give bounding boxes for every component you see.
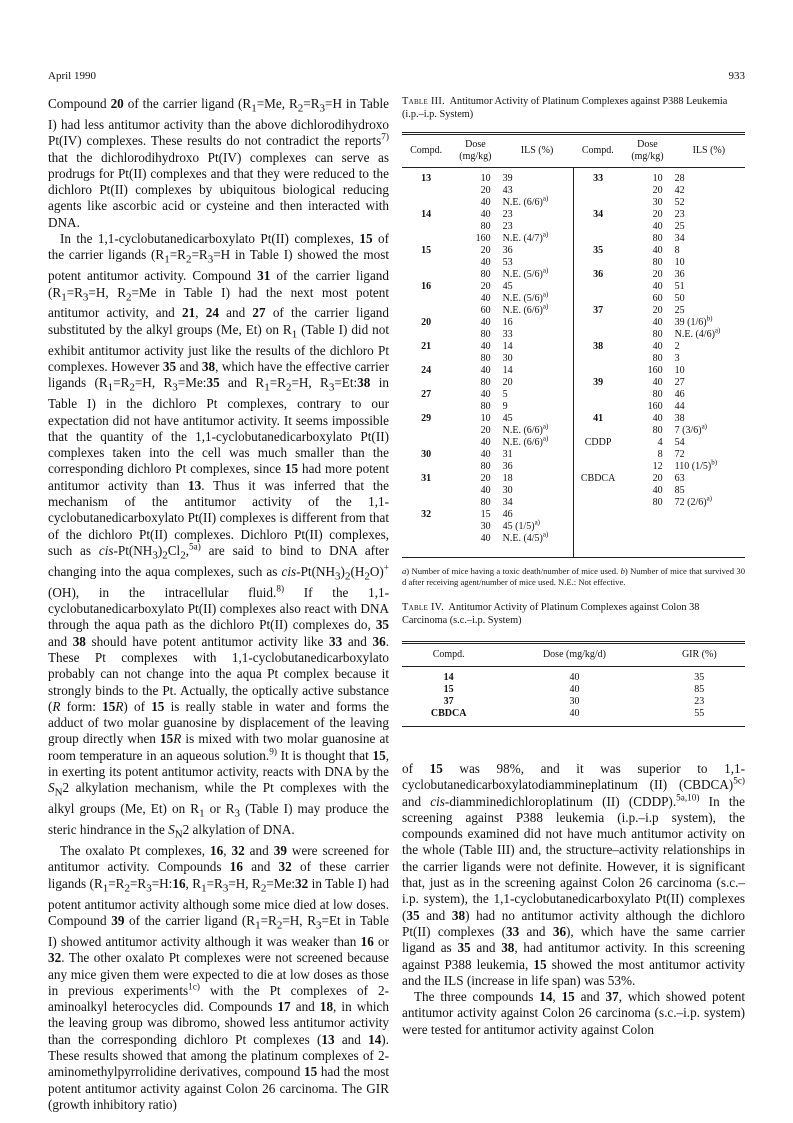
table4-label: Table IV.	[402, 602, 444, 613]
ils-cell: 50	[674, 293, 685, 304]
table3-header-compd: Compd.	[573, 134, 622, 168]
dose-cell: 10	[652, 173, 663, 184]
dose-cell: 20	[652, 269, 663, 280]
dose-cell: 20	[652, 209, 663, 220]
compd-cell: 21	[421, 341, 432, 352]
table-row	[402, 708, 745, 727]
dose-cell: 40	[480, 437, 491, 448]
table-row	[402, 221, 745, 233]
compd-cell	[573, 185, 622, 197]
dose-cell: 40	[652, 221, 663, 232]
ils-cell: N.E. $(6/6)^{a)}$	[502, 194, 549, 208]
table4-caption	[402, 602, 745, 627]
table3-title: Antitumor Activity of Platinum Complexes against P388 Leukemia (i.p.–i.p. System)	[402, 96, 728, 120]
dose-cell: 10	[480, 173, 491, 184]
table-row	[402, 293, 745, 305]
ils-cell: 14	[502, 341, 513, 352]
table4	[402, 641, 745, 727]
dose-cell: 20	[652, 305, 663, 316]
ils-cell: 2	[674, 341, 680, 352]
compd-cell	[402, 269, 450, 281]
compd-cell	[573, 293, 622, 305]
dose-cell: 40	[495, 708, 653, 727]
dose-cell	[622, 509, 672, 521]
compd-cell	[402, 257, 450, 269]
table3-body	[402, 168, 745, 558]
compd-cell: 32	[421, 509, 432, 520]
dose-cell: 30	[569, 696, 580, 707]
dose-cell: 80	[480, 401, 491, 412]
compd-cell: 16	[421, 281, 432, 292]
gir-cell: 23	[694, 696, 705, 707]
table-row	[402, 437, 745, 449]
dose-cell: 40	[450, 533, 500, 558]
dose-cell: 160	[475, 233, 491, 244]
dose-cell: 40	[652, 245, 663, 256]
dose-cell: 40	[652, 317, 663, 328]
ils-cell: 10	[674, 365, 685, 376]
left-column-text	[48, 96, 389, 1113]
dose-cell: 80	[652, 497, 663, 508]
ils-cell: 25	[674, 221, 685, 232]
table4-header-gir: GIR (%)	[654, 643, 745, 667]
dose-cell: 4	[657, 437, 663, 448]
table4-title: Antitumor Activity of Platinum Complexes against Colon 38 Carcinoma (s.c.–i.p. System)	[402, 602, 700, 626]
table3-header-dose: Dose (mg/kg)	[622, 134, 672, 168]
ils-cell: N.E. $(6/6)^{a)}$	[502, 302, 549, 316]
compd-cell	[402, 233, 450, 245]
ils-cell: 53	[502, 257, 513, 268]
dose-cell: 40	[652, 281, 663, 292]
ils-cell: 38	[674, 413, 685, 424]
dose-cell: 80	[480, 221, 491, 232]
ils-cell	[673, 533, 745, 558]
ils-cell: 54	[674, 437, 685, 448]
compd-cell: 33	[573, 168, 622, 186]
paragraph: In the 1,1-cyclobutanedicarboxylato Pt(II) complexes, 15 of the carrier ligands ($R_1=R_2=R_3=H$ in Table I) showed the most potent antitumor activity. Compound 31 of the carrier ligand ($R_1=R_3=H$, $R_2=Me$ in Table I) had the next most potent antitumor activity, and 21, 24 and 27 of the carrier ligand substituted by the alkyl groups (Me, Et) on $R_1$ (Table I) did not exhibit antitumor activity just like the results of the dichloro Pt complexes. However 35 and 38, which have the effective carrier ligands ($R_1=R_2=H$, $R_3=Me:35$ and $R_1=R_2=H$, $R_3=Et:38$ in Table I) in the dichloro Pt complexes, contrary to our expectation did not have antitumor activity. It seems impossible that the quantity of the 1,1-cyclobutanedicarboxylato Pt(II) complexes taken into the cell was much smaller than the corresponding dichloro Pt complexes, since 15 had more potent antitumor activity than 13. Thus it was inferred that the mechanism of the antitumor activity of the 1,1-cyclobutanedicarboxylato Pt(II) complexes is different from that of the dichloro Pt(II) complexes. Dichloro Pt(II) complexes, such as cis-$Pt(NH_3)_2Cl_2,^{5a)}$ are said to bind to DNA after changing into the aqua complexes, such as cis-$Pt(NH_3)_2(H_2O)^+(OH)$, in the intracellular fluid.$^{8)}$ If the 1,1-cyclobutanedicarboxylato Pt(II) complexes also react with DNA through the aqua path as the dichloro Pt(II) complexes do, 35 and 38 should have potent antitumor activity like 33 and 36. These Pt complexes with 1,1-cyclobutanedicarboxylato probably can not change into the aqua Pt complex because it strongly binds to the Pt. Actually, the optically active substance (R form: 15R) of 15 is really stable in water and forms the adduct of two molar guanosine by displacement of the leaving group directly when 15R is mixed with two molar guanosine at room temperature in an aqueous solution.$^{9)}$ It is thought that 15, in exerting its potent antitumor activity, reacts with DNA by the $S_N2$ alkylation mechanism, while the Pt complexes with the alkyl groups (Me, Et) on $R_1$ or $R_3$ (Table I) may produce the steric hindrance in the $S_N2$ alkylation of DNA.	[48, 231, 390, 841]
compd-cell: 36	[573, 269, 622, 281]
ils-cell: 16	[502, 317, 513, 328]
table-row	[402, 497, 745, 509]
dose-cell: 60	[480, 305, 491, 316]
dose-cell: 80	[652, 257, 663, 268]
ils-cell: 28	[674, 173, 685, 184]
table-row	[402, 365, 745, 377]
dose-cell: 160	[647, 365, 663, 376]
compd-cell: 31	[421, 473, 432, 484]
dose-cell	[622, 533, 672, 558]
dose-cell: 40	[652, 485, 663, 496]
gir-cell: 35	[694, 672, 705, 683]
dose-cell: 80	[480, 329, 491, 340]
table3-header-ils: ILS (%)	[673, 134, 745, 168]
ils-cell: 18	[502, 473, 513, 484]
ils-cell: 5	[502, 389, 508, 400]
dose-cell: 80	[480, 269, 491, 280]
compd-cell	[573, 461, 622, 473]
compd-cell	[402, 485, 450, 497]
compd-cell	[573, 365, 622, 377]
table-row	[402, 233, 745, 245]
compd-cell: 37	[573, 305, 622, 317]
compd-cell: 35	[573, 245, 622, 257]
ils-cell: 36	[502, 461, 513, 472]
compd-cell	[402, 497, 450, 509]
dose-cell: 40	[480, 485, 491, 496]
table-row	[402, 209, 745, 221]
table-row	[402, 449, 745, 461]
ils-cell: 27	[674, 377, 685, 388]
compd-cell	[402, 437, 450, 449]
compd-cell: 38	[573, 341, 622, 353]
compd-cell	[573, 401, 622, 413]
ils-cell: 10	[674, 257, 685, 268]
compd-cell	[573, 221, 622, 233]
compd-cell	[573, 281, 622, 293]
ils-cell: 42	[674, 185, 685, 196]
ils-cell: N.E. $(4/5)^{a)}$	[501, 533, 574, 558]
table3-footnote: a) Number of mice having a toxic death/number of mice used. b) Number of mice that survived 30 d after receiving agent/number of mice used. N.E.: Not effective.	[402, 566, 745, 587]
dose-cell: 40	[480, 197, 491, 208]
compd-cell: 14	[421, 209, 432, 220]
dose-cell: 80	[652, 425, 663, 436]
compd-cell: 27	[421, 389, 432, 400]
ils-cell: 110 $(1/5)^{b)}$	[674, 458, 718, 472]
compd-cell	[402, 293, 450, 305]
compd-cell	[402, 353, 450, 365]
table3-header-dose: Dose (mg/kg)	[450, 134, 500, 168]
table-row	[402, 461, 745, 473]
ils-cell: 85	[674, 485, 685, 496]
ils-cell: N.E. $(5/6)^{a)}$	[502, 290, 549, 304]
dose-cell: 80	[480, 497, 491, 508]
dose-cell: 40	[569, 672, 580, 683]
compd-cell	[573, 533, 622, 558]
ils-cell: 51	[674, 281, 685, 292]
compd-cell: 14	[443, 672, 454, 683]
dose-cell: 20	[480, 473, 491, 484]
compd-cell: 24	[421, 365, 432, 376]
dose-cell: 40	[480, 209, 491, 220]
dose-cell: 80	[652, 353, 663, 364]
compd-cell: 13	[421, 173, 432, 184]
ils-cell: 23	[674, 209, 685, 220]
table3-label: Table III.	[402, 96, 446, 107]
ils-cell: 45	[502, 413, 513, 424]
dose-cell: 40	[652, 341, 663, 352]
dose-cell: 40	[480, 365, 491, 376]
table-row	[402, 684, 745, 696]
ils-cell: 46	[674, 389, 685, 400]
dose-cell: 10	[480, 413, 491, 424]
ils-cell	[673, 509, 745, 521]
ils-cell: 39 $(1/6)^{b)}$	[674, 314, 713, 328]
table-row	[402, 413, 745, 425]
ils-cell: 31	[502, 449, 513, 460]
ils-cell: 30	[502, 485, 513, 496]
ils-cell: N.E. $(5/6)^{a)}$	[502, 266, 549, 280]
compd-cell	[573, 389, 622, 401]
table3-header-ils: ILS (%)	[501, 134, 574, 168]
compd-cell	[573, 353, 622, 365]
dose-cell: 80	[480, 353, 491, 364]
table-row	[402, 257, 745, 269]
ils-cell: N.E. $(6/6)^{a)}$	[502, 422, 549, 436]
ils-cell: 46	[502, 509, 513, 520]
compd-cell: CBDCA	[402, 708, 495, 727]
paragraph: The three compounds 14, 15 and 37, which showed potent antitumor activity against Colon 26 carcinoma (s.c.–i.p. system) were tested for antitumor activity against Colon	[402, 989, 746, 1037]
ils-cell: 45	[502, 281, 513, 292]
dose-cell: 80	[480, 461, 491, 472]
dose-cell: 160	[647, 401, 663, 412]
dose-cell: 8	[657, 449, 663, 460]
dose-cell: 80	[652, 329, 663, 340]
compd-cell: 41	[573, 413, 622, 425]
compd-cell	[573, 509, 622, 521]
dose-cell: 40	[480, 389, 491, 400]
dose-cell	[622, 521, 672, 533]
table-row	[402, 521, 745, 533]
compd-cell	[402, 329, 450, 341]
table-row	[402, 425, 745, 437]
compd-cell	[402, 521, 450, 533]
ils-cell: 52	[674, 197, 685, 208]
compd-cell: 20	[421, 317, 432, 328]
ils-cell: 23	[502, 209, 513, 220]
ils-cell: 63	[674, 473, 685, 484]
ils-cell: 33	[502, 329, 513, 340]
ils-cell: 7 $(3/6)^{a)}$	[674, 422, 708, 436]
compd-cell	[573, 425, 622, 437]
compd-cell: CBDCA	[573, 473, 622, 485]
gir-cell: 55	[654, 708, 745, 727]
compd-cell	[573, 317, 622, 329]
table-row	[402, 485, 745, 497]
dose-cell: 40	[480, 293, 491, 304]
gir-cell: 85	[694, 684, 705, 695]
ils-cell: 30	[502, 353, 513, 364]
ils-cell: 36	[674, 269, 685, 280]
ils-cell: 20	[502, 377, 513, 388]
compd-cell	[573, 257, 622, 269]
compd-cell: 37	[443, 696, 454, 707]
compd-cell	[402, 377, 450, 389]
compd-cell	[402, 305, 450, 317]
dose-cell: 12	[652, 461, 663, 472]
compd-cell	[402, 461, 450, 473]
dose-cell: 60	[652, 293, 663, 304]
compd-cell	[402, 401, 450, 413]
paragraph: The oxalato Pt complexes, 16, 32 and 39 were screened for antitumor activity. Compounds 16 and 32 of these carrier ligands ($R_1=R_2=R_3=H:16$, $R_1=R_3=H$, $R_2=Me:32$ in Table I) had potent antitumor activity although some mice died at low doses. Compound 39 of the carrier ligand ($R_1=R_2=H$, $R_3=Et$ in Table I) showed antitumor activity although it was weaker than 16 or 32. The other oxalato Pt complexes were not screened because any mice given them were expected to die at low doses as those in previous experiments$^{1c)}$ with the Pt complexes of 2-aminoalkyl heterocycles did. Compounds 17 and 18, in which the leaving group was dibromo, showed less antitumor activity than the corresponding dichloro Pt complexes (13 and 14). These results showed that among the platinum complexes of 2-aminomethylpyrrolidine derivatives, compound 15 had the most potent antitumor activity against Colon 26 carcinoma. The GIR (growth inhibitory ratio)	[48, 843, 390, 1112]
table-row	[402, 341, 745, 353]
table-row	[402, 401, 745, 413]
dose-cell: 40	[480, 317, 491, 328]
compd-cell	[402, 533, 450, 558]
compd-cell	[573, 233, 622, 245]
ils-cell: N.E. $(4/6)^{a)}$	[674, 326, 721, 340]
table3-caption	[402, 96, 745, 121]
table-row	[402, 509, 745, 521]
compd-cell	[573, 485, 622, 497]
compd-cell	[573, 497, 622, 509]
dose-cell: 80	[652, 389, 663, 400]
compd-cell: 15	[443, 684, 454, 695]
ils-cell: 72 $(2/6)^{a)}$	[674, 494, 713, 508]
ils-cell: N.E. $(6/6)^{a)}$	[502, 434, 549, 448]
ils-cell: 9	[502, 401, 508, 412]
dose-cell: 20	[480, 245, 491, 256]
compd-cell	[573, 197, 622, 209]
compd-cell	[402, 425, 450, 437]
table-row	[402, 245, 745, 257]
table4-body	[402, 667, 745, 727]
dose-cell: 15	[480, 509, 491, 520]
right-column-text	[402, 761, 745, 1038]
compd-cell: 15	[421, 245, 432, 256]
compd-cell	[402, 221, 450, 233]
compd-cell: 39	[573, 377, 622, 389]
ils-cell: 39	[502, 173, 513, 184]
table-row	[402, 305, 745, 317]
ils-cell: 34	[674, 233, 685, 244]
compd-cell: 34	[573, 209, 622, 221]
compd-cell: 29	[421, 413, 432, 424]
dose-cell: 40	[569, 684, 580, 695]
table-row	[402, 168, 745, 186]
table3-header-compd: Compd.	[402, 134, 450, 168]
running-header-date: April 1990	[48, 70, 96, 82]
table-row	[402, 197, 745, 209]
compd-cell	[402, 185, 450, 197]
dose-cell: 40	[480, 449, 491, 460]
dose-cell: 20	[480, 425, 491, 436]
dose-cell: 20	[480, 281, 491, 292]
compd-cell	[402, 197, 450, 209]
paragraph: Compound 20 of the carrier ligand ($R_1=Me$, $R_2=R_3=H$ in Table I) had less antitumor activity than the above dichlorodihydroxo Pt(IV) complexes. These results do not contradict the reports$^{7)}$ that the dichlorodihydroxo Pt(IV) complexes can serve as prodrugs for Pt(II) complexes and that they were reduced to the dichloro Pt(II) complexes by ubiquitous biological reducing agents like ascorbic acid or cysteine and then interacted with DNA.	[48, 96, 390, 230]
dose-cell: 30	[480, 521, 491, 532]
paragraph: of 15 was 98%, and it was superior to 1,1-cyclobutanedicarboxylatodiammineplatinum (II) (CBDCA)$^{5c)}$ and cis-diamminedichloroplatinum (II) (CDDP).$^{5a,10)}$ In the screening against P388 leukemia (i.p.–i.p system), the compounds examined did not have much antitumor activity on the whole (Table III) and, the structure–activity relationships in the carrier ligands were not definite. However, it is significant that, just as in the screening against Colon 26 carcinoma (s.c.–i.p. system), the 1,1-cyclobutanedicarboxylato Pt(II) complexes (35 and 38) had no antitumor activity although the dichloro Pt(II) complexes (33 and 36), which have the same carrier ligand as 35 and 38, had antitumor activity. In this screening against P388 leukemia, 15 showed the most antitumor activity and the ILS (increase in life span) was 53%.	[402, 761, 746, 988]
table4-header-dose: Dose (mg/kg/d)	[495, 643, 653, 667]
dose-cell: 80	[480, 377, 491, 388]
ils-cell	[673, 521, 745, 533]
dose-cell: 20	[652, 185, 663, 196]
dose-cell: 20	[652, 473, 663, 484]
ils-cell: 8	[674, 245, 680, 256]
dose-cell: 80	[652, 233, 663, 244]
compd-cell	[573, 329, 622, 341]
dose-cell: 40	[480, 257, 491, 268]
ils-cell: 72	[674, 449, 685, 460]
table-row	[402, 667, 745, 685]
ils-cell: 43	[502, 185, 513, 196]
table-row	[402, 473, 745, 485]
ils-cell: 34	[502, 497, 513, 508]
table-row	[402, 353, 745, 365]
dose-cell: 40	[480, 341, 491, 352]
page-number: 933	[728, 70, 745, 82]
table-row	[402, 696, 745, 708]
dose-cell: 30	[652, 197, 663, 208]
table-row	[402, 329, 745, 341]
table-row	[402, 389, 745, 401]
table-row	[402, 533, 745, 558]
dose-cell: 40	[652, 413, 663, 424]
ils-cell: N.E. $(4/7)^{a)}$	[502, 230, 549, 244]
ils-cell: 36	[502, 245, 513, 256]
table-row	[402, 377, 745, 389]
right-column-tables	[402, 96, 745, 727]
compd-cell	[573, 521, 622, 533]
compd-cell	[573, 449, 622, 461]
ils-cell: 44	[674, 401, 685, 412]
table-row	[402, 317, 745, 329]
table-row	[402, 281, 745, 293]
dose-cell: 20	[480, 185, 491, 196]
table3	[402, 132, 745, 558]
ils-cell: 3	[674, 353, 680, 364]
dose-cell: 40	[652, 377, 663, 388]
ils-cell: 14	[502, 365, 513, 376]
table-row	[402, 269, 745, 281]
table-row	[402, 185, 745, 197]
ils-cell: 45 $(1/5)^{a)}$	[502, 518, 541, 532]
compd-cell: 30	[421, 449, 432, 460]
ils-cell: 25	[674, 305, 685, 316]
compd-cell: CDDP	[573, 437, 622, 449]
ils-cell: 23	[502, 221, 513, 232]
table4-header-compd: Compd.	[402, 643, 495, 667]
